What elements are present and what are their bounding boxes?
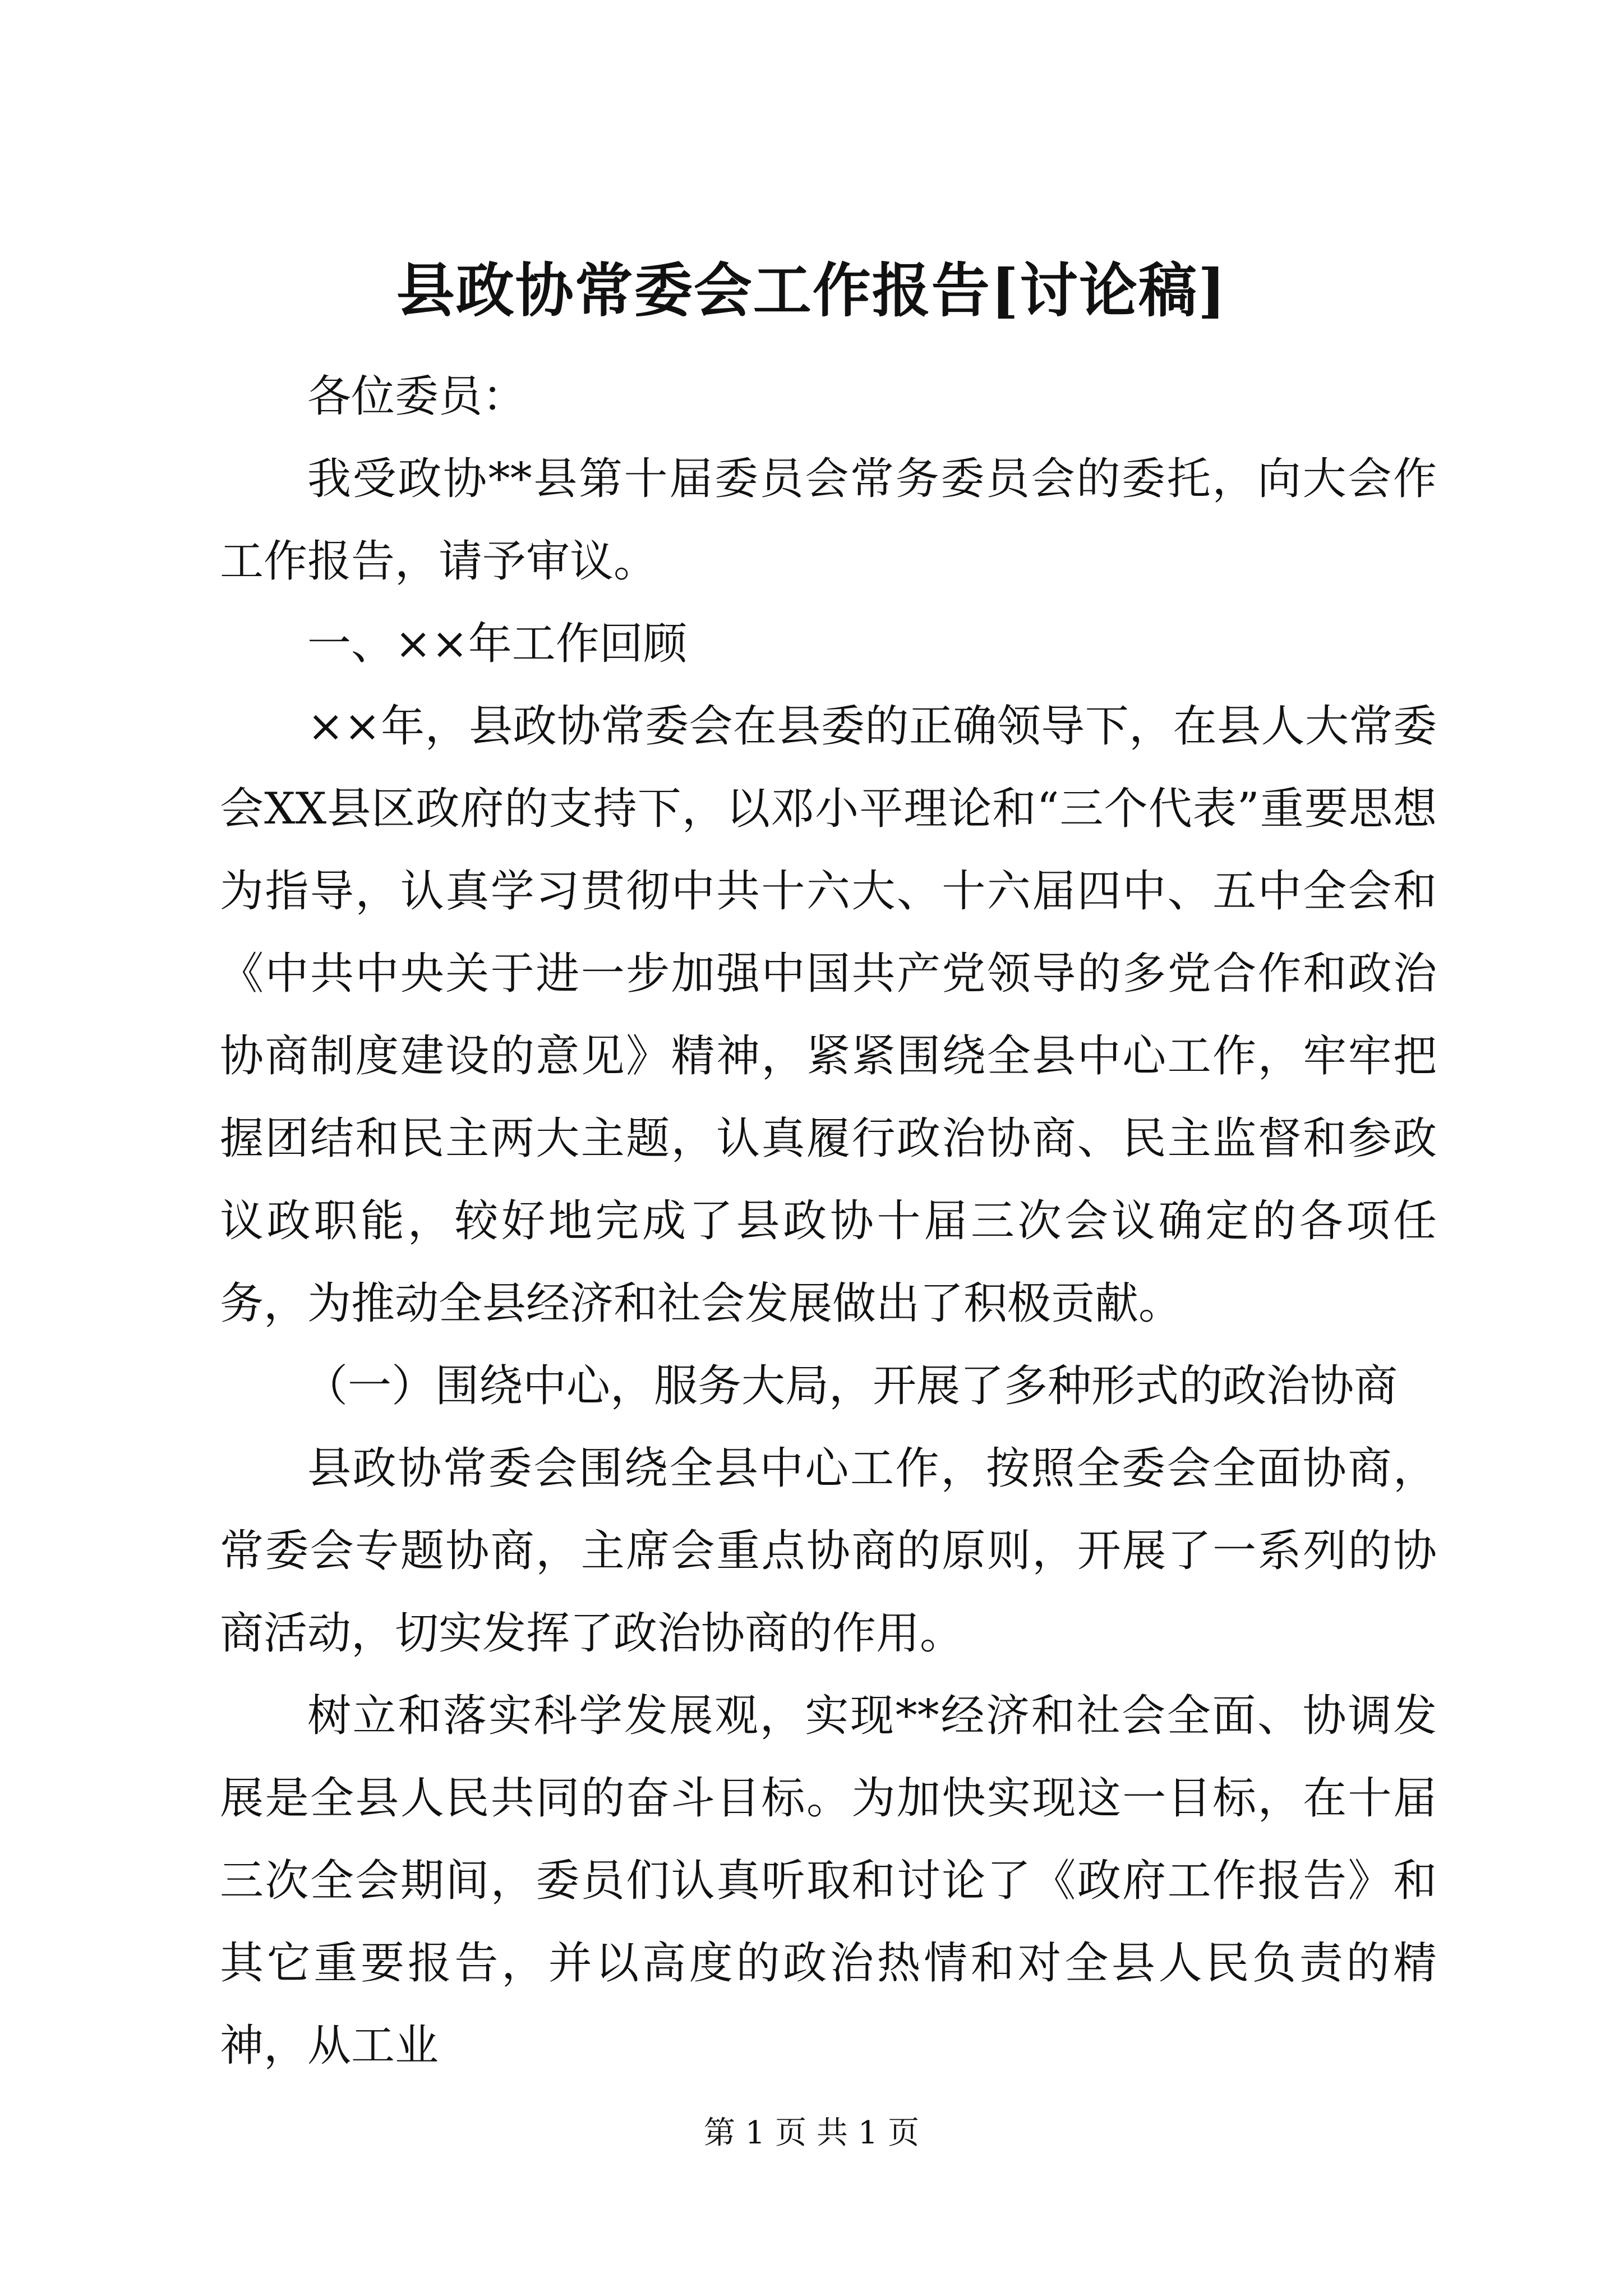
paragraph-intro: 我受政协**县第十届委员会常务委员会的委托，向大会作工作报告，请予审议。 bbox=[220, 454, 1437, 587]
paragraph-consultation: 县政协常委会围绕全县中心工作，按照全委会全面协商，常委会专题协商，主席会重点协商的原则，开展了一系列的协商活动，切实发挥了政治协商的作用。 bbox=[220, 1443, 1437, 1659]
section-heading: 一、××年工作回顾 bbox=[307, 619, 687, 669]
page-footer: 第 1 页 共 1 页 bbox=[703, 2115, 920, 2151]
paragraph-review: ××年，县政协常委会在县委的正确领导下，在县人大常委会XX县区政府的支持下，以邓小平理论和“三个代表”重要思想为指导，认真学习贯彻中共十六大、十六届四中、五中全会和《中共中央关于进一步加强中国共产党领导的多党合作和政治协商制度建设的意见》精神，紧紧围绕全县中心工作，牢牢把握团结和民主两大主题，认真履行政治协商、民主监督和参政议政职能，较好地完成了县政协十届三次会议确定的各项任务，为推动全县经济和社会发展做出了积极贡献。 bbox=[220, 701, 1437, 1329]
subsection-heading: （一）围绕中心，服务大局，开展了多种形式的政治协商 bbox=[304, 1361, 1398, 1411]
document-body bbox=[220, 356, 1437, 2087]
salutation: 各位委员： bbox=[307, 371, 527, 422]
paragraph-development: 树立和落实科学发展观，实现**经济和社会全面、协调发展是全县人民共同的奋斗目标。为加快实现这一目标，在十届三次全会期间，委员们认真听取和讨论了《政府工作报告》和其它重要报告，并以高度的政治热情和对全县人民负责的精神，从工业 bbox=[220, 1691, 1437, 2071]
document-title: 县政协常委会工作报告[讨论稿] bbox=[396, 256, 1227, 325]
